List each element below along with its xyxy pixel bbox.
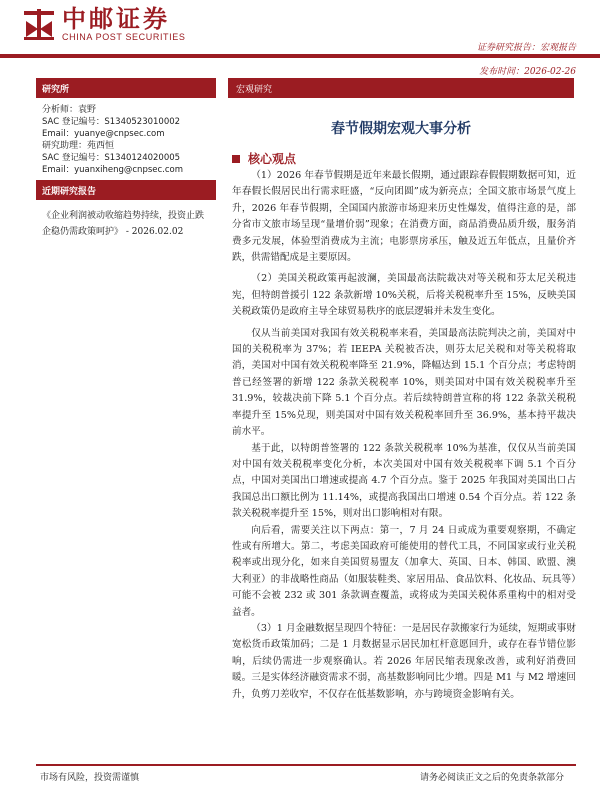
page-title: 春节假期宏观大事分析 — [331, 121, 471, 137]
analyst-name: 分析师：袁野 — [42, 105, 97, 115]
logo-emblem-icon — [22, 7, 56, 41]
analyst-email[interactable]: Email：yuanye@cnpsec.com — [42, 129, 165, 139]
footer-divider — [36, 764, 576, 766]
paragraph-5: 向后看，需要关注以下两点：第一，7 月 24 日或成为重要观察期，不确定性或有所增大。第二，考虑美国政府可能使用的替代工具，不同国家或行业关税税率或出现分化，如来自美国贸易盟友（加拿大、英国、日本、韩国、欧盟、澳大利亚）的非战略性商品（如服装鞋类、家居用品、食品饮料、化妆品、玩具等）可能不会被 232 或 301 条款调查覆盖，或将成为美国关税体系重构中的相对受益者。 — [232, 524, 576, 618]
sidebar — [36, 78, 216, 248]
paragraph-3: 仅从当前美国对我国有效关税税率来看，美国最高法院判决之前，美国对中国的关税税率为 37%；若 IEEPA 关税被否决，则芬太尼关税和对等关税将取消，美国对中国有效关税税率降至 21.9%，降幅达到 15.1 个百分点；考虑特朗普已经签署的新增 122 条款关税税率 10%，则美国对中国有效关税税率升至 31.9%，较裁决前下降 5.1 个百分点。若后续特朗普宣称的将 122 条款关税税率提升至 15%兑现，则美国对中国有效关税税率回升至 36.9%，基本持平裁决前水平。 — [232, 327, 576, 438]
article-body — [232, 168, 576, 703]
paragraph-2: （2）美国关税政策再起波澜，美国最高法院裁决对等关税和芬太尼关税违宪，但特朗普援引 122 条款新增 10%关税，后将关税税率升至 15%，反映美国关税政策仍是政府主导全球贸易秩序的底层逻辑并未发生变化。 — [232, 273, 576, 318]
section-header — [232, 150, 296, 167]
company-logo — [22, 4, 222, 44]
assistant-sac-number: SAC 登记编号：S1340124020005 — [42, 153, 181, 163]
logo-chinese-name: 中邮证券 — [62, 5, 170, 33]
analyst-sac-number: SAC 登记编号：S1340523010002 — [42, 117, 181, 127]
paragraph-1: （1）2026 年春节假期是近年来最长假期，通过跟踪春假假期数据可知，近年春假长假居民出行需求旺盛，“反向团圆”成为新亮点；全国文旅市场景气度上升，2026 年春节假期，全国国内旅游市场迎来历史性爆发，值得注意的是，部分省市文旅市场呈现“量增价弱”现象；在消费方面，商品消费品质升级，服务消费多元发展，体验型消费成为主流；电影票房承压，触及近五年低点，且量价齐跌，供需错配成是主要原因。 — [232, 170, 576, 264]
assistant-name: 研究助理：苑西恒 — [42, 141, 115, 151]
paragraph-4: 基于此，以特朗普签署的 122 条款关税税率 10%为基准，仅仅从当前美国对中国有效关税税率变化分析，本次美国对中国有效关税税率下调 5.1 个百分点，中国对美国出口增速或提高 4.7 个百分点。鉴于 2025 年我国对美国出口占我国总出口额比例为 11.14%，或提高我国出口增速 0.54 个百分点。若 122 条款关税税率提升至 15%，则对出口影响相对有限。 — [232, 442, 576, 520]
section-title: 核心观点 — [248, 152, 297, 166]
researcher-section-title: 研究所 — [36, 78, 216, 98]
researcher-info — [36, 98, 216, 180]
publish-date: 发布时间：2026-02-26 — [479, 67, 576, 77]
logo-english-name: CHINA POST SECURITIES — [62, 32, 186, 42]
header-divider — [0, 54, 600, 58]
risk-disclaimer: 市场有风险，投资需谨慎 — [40, 773, 140, 783]
column-label: 宏观研究 — [228, 78, 574, 98]
recent-reports-title: 近期研究报告 — [36, 180, 216, 200]
paragraph-6: （3）1 月金融数据呈现四个特征：一是居民存款搬家行为延续，短期或事财宽松货币政策加码；二是 1 月数据显示居民加杠杆意愿回升，或存在春节错位影响，后续仍需进一步观察确认。若 2026 年居民缩表现象改善，或利好消费回暖。三是实体经济融资需求不弱，高基数影响同比少增。四是 M1 与 M2 增速回升，负剪刀差收窄，不仅存在低基数影响，亦与跨境资金影响有关。 — [232, 622, 576, 700]
report-type-label: 证券研究报告：宏观报告 — [476, 43, 576, 53]
assistant-email[interactable]: Email：yuanxiheng@cnpsec.com — [42, 165, 184, 175]
recent-report-link[interactable]: 《企业利润被动收缩趋势持续，投资止跌企稳仍需政策呵护》 - 2026.02.02 — [42, 211, 205, 237]
section-bullet-icon — [232, 155, 240, 163]
legal-notice: 请务必阅读正文之后的免责条款部分 — [419, 773, 564, 783]
